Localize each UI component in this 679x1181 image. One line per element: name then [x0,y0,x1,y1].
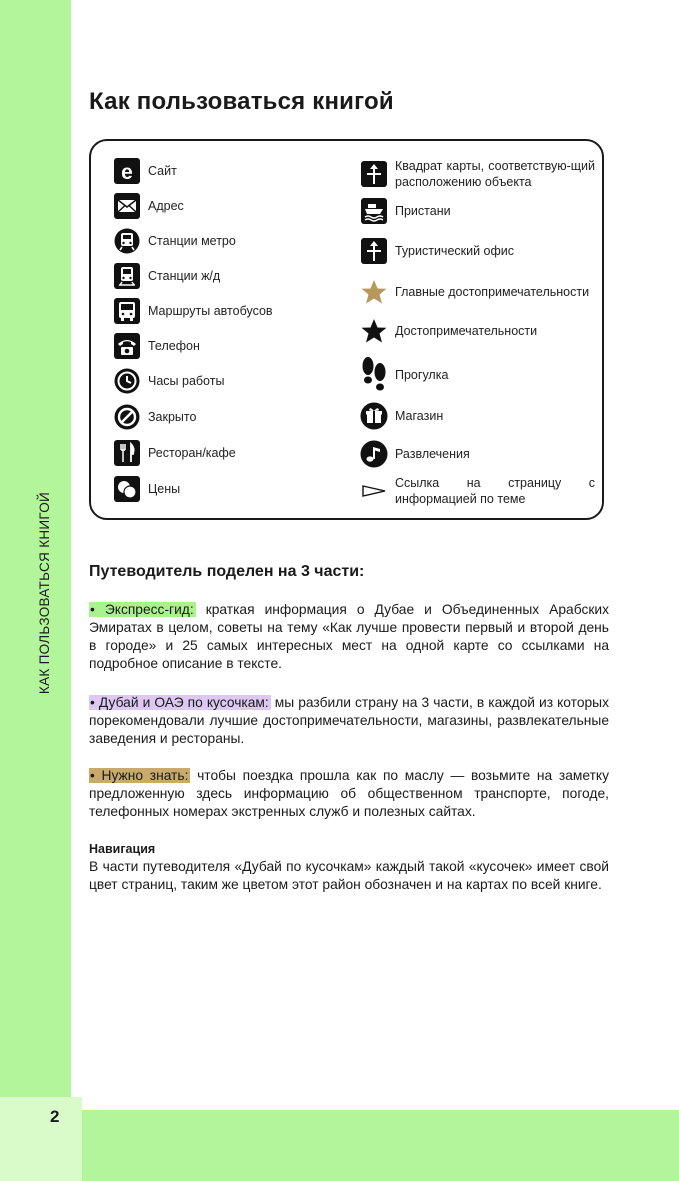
legend-item-shop [360,402,443,430]
legend-item-walk [360,355,448,395]
legend-item-restaurant [113,439,236,467]
gold-star-icon [360,278,388,306]
legend-item-phone [113,332,200,360]
legend-label: Сайт [148,164,177,178]
phone-icon [113,332,141,360]
legend-label: Туристический офис [395,244,515,258]
page-title: Как пользоваться книгой [89,88,394,115]
legend-item-tourist-office [360,237,514,265]
legend-label: Развлечения [395,447,470,461]
legend-label: Главные достопримечательности [395,285,590,299]
legend-label: Достопримечательности [395,324,538,338]
express-tag: • Экспресс-гид: [90,602,194,617]
navigation-heading: Навигация [89,842,156,856]
legend-label: Маршруты автобусов [148,304,273,318]
footprints-icon [360,355,388,395]
legend-item-main-sights [360,278,589,306]
metro-icon [113,227,141,255]
legend-label: Квадрат карты, соответствую-щий расположению объекта [395,159,595,189]
legend-item-sights [360,317,537,345]
svg-text:e: e [121,161,133,184]
legend-box [89,139,604,520]
train-icon [113,262,141,290]
know-tag: • Нужно знать: [90,768,189,783]
pieces-paragraph [89,694,609,748]
legend-label: Магазин [395,409,444,423]
envelope-icon [113,192,141,220]
legend-item-entertainment [360,440,470,468]
bus-icon [113,297,141,325]
express-text: краткая информация о Дубае и Объединенных Арабских Эмиратах в целом, советы на тему «Как лучше провести первый и второй день в городе» и 25 самых интересных мест на одной карте со ссылками на подробное описание в тексте. [89,602,609,671]
map-square-icon [360,160,388,188]
know-text: чтобы поездка прошла как по маслу — возьмите на заметку предложенную здесь информацию об общественном транспорте, погоде, телефонных номерах экстренных служб и полезных сайтах. [89,768,609,819]
clock-icon [113,367,141,395]
know-paragraph [89,767,609,821]
legend-item-hours [113,367,224,395]
music-icon [360,440,388,468]
legend-item-page-link [360,475,595,507]
closed-icon [113,403,141,431]
legend-label: Прогулка [395,368,449,382]
price-icon [113,475,141,503]
web-icon [113,157,141,185]
pieces-text: мы разбили страну на 3 части, в каждой из которых порекомендовали лучшие достопримечательности, магазины, развлекательные заведения и рестораны. [89,695,609,746]
legend-item-metro [113,227,236,255]
page-link-icon [360,477,388,505]
legend-item-closed [113,403,196,431]
pieces-tag: • Дубай и ОАЭ по кусочкам: [90,695,269,710]
legend-label: Ссылка на страницу с информацией по теме [395,476,595,506]
parts-heading: Путеводитель поделен на 3 части: [89,563,365,580]
express-paragraph [89,601,609,673]
legend-label: Ресторан/кафе [148,446,236,460]
legend-label: Станции метро [148,234,236,248]
bottom-band [82,1110,679,1181]
tourist-office-icon [360,237,388,265]
legend-label: Часы работы [148,374,225,388]
legend-label: Адрес [148,199,184,213]
legend-label: Станции ж/д [148,269,221,283]
legend-item-train [113,262,220,290]
legend-label: Пристани [395,204,451,218]
legend-item-web [113,157,177,185]
shop-icon [360,402,388,430]
legend-item-address [113,192,184,220]
legend-item-price [113,475,180,503]
navigation-paragraph: В части путеводителя «Дубай по кусочкам» каждый такой «кусочек» имеет свой цвет страниц, таким же цветом этот район обозначен и на картах по всей книге. [89,859,609,892]
black-star-icon [360,317,388,345]
restaurant-icon [113,439,141,467]
legend-label: Телефон [148,339,200,353]
ferry-icon [360,197,388,225]
legend-item-ferry [360,197,451,225]
legend-item-map-square [360,158,595,190]
legend-item-bus [113,297,273,325]
section-side-label: КАК ПОЛЬЗОВАТЬСЯ КНИГОЙ [37,491,52,695]
legend-label: Закрыто [148,410,197,424]
legend-label: Цены [148,482,181,496]
page-number-box [0,1097,82,1181]
page-number: 2 [50,1107,60,1126]
